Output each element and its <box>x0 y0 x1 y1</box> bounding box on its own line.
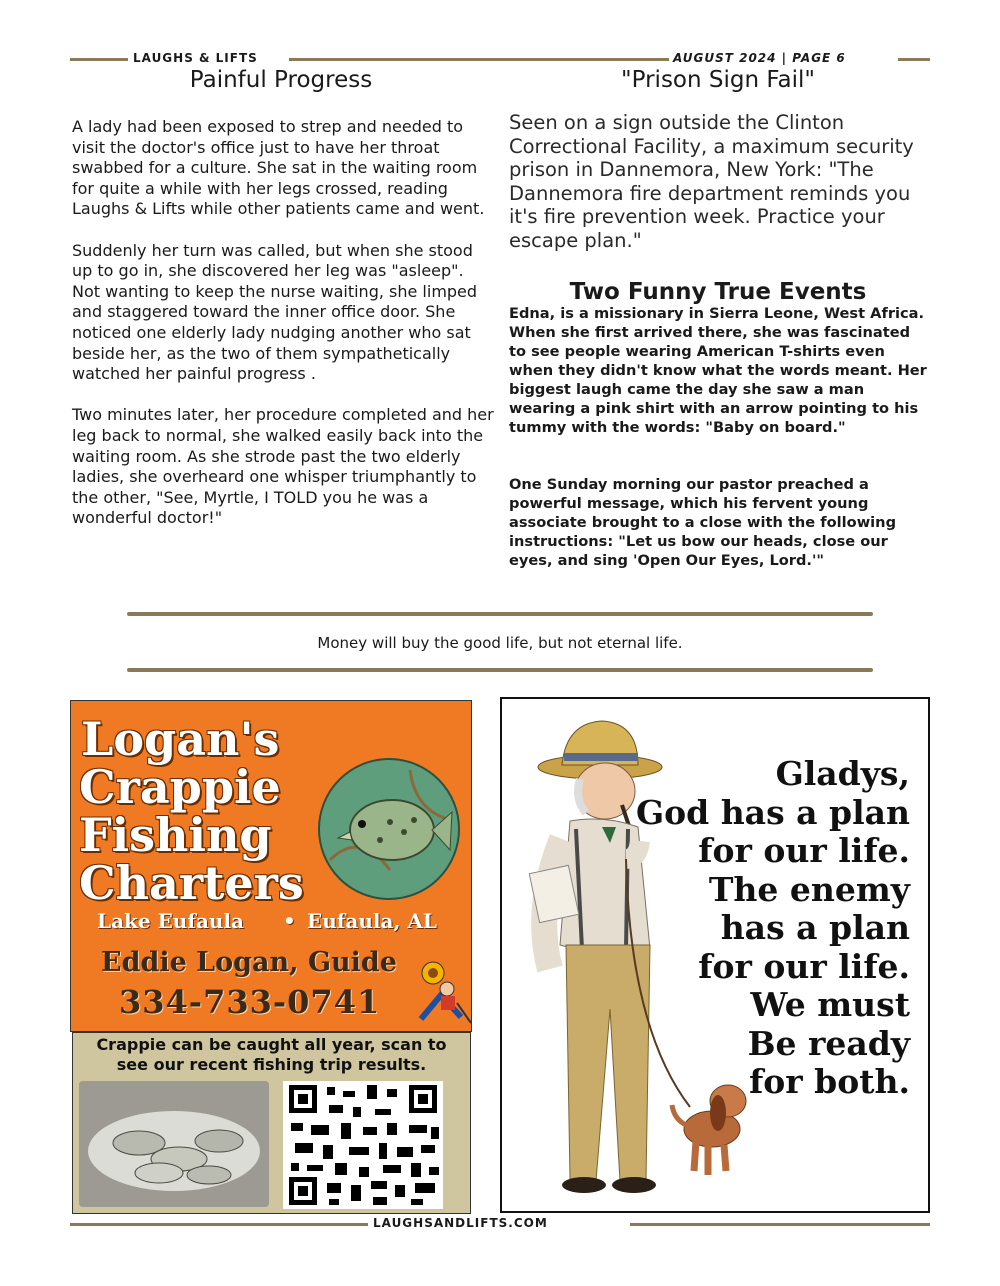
article-body-two-events <box>509 304 929 608</box>
gladys-line: Be ready <box>747 1023 910 1063</box>
article-body-prison-sign: Seen on a sign outside the Clinton Correctional Facility, a maximum security prison in Dannemora, New York: "The Dannemora fire department reminds you it's fire prevention week. Practice your escape plan." <box>509 111 914 252</box>
quote-text: Money will buy the good life, but not eternal life. <box>317 634 683 652</box>
header-rule-left-b <box>289 58 669 61</box>
gladys-cartoon-ad <box>500 697 930 1213</box>
footer-rule-left <box>70 1223 368 1226</box>
ad-title-line: Charters <box>79 856 304 910</box>
header-left-label: LAUGHS & LIFTS <box>133 51 258 65</box>
ad-location-left: Lake Eufaula <box>97 909 245 933</box>
event-paragraph: Edna, is a missionary in Sierra Leone, West Africa. When she first arrived there, she was fascinated to see people wearing American T-shirts even when they didn't know what the words meant. Her biggest laugh came the day she saw a man wearing a pink shirt with an arrow pointing to his tummy with the words: "Baby on board." <box>509 305 927 436</box>
gladys-message <box>610 755 910 1102</box>
quote-divider-top <box>127 612 873 616</box>
ad-guide-name: Eddie Logan, Guide <box>101 947 397 978</box>
ad-location-right: Eufaula, AL <box>307 909 437 933</box>
gladys-line: for our life. <box>698 946 910 986</box>
header-rule-right <box>898 58 930 61</box>
gladys-line: We must <box>750 985 910 1024</box>
ad-title-line: Fishing <box>79 808 272 862</box>
qr-code-icon[interactable] <box>283 1081 443 1209</box>
gladys-line: The enemy <box>708 869 910 909</box>
gladys-line: God has a plan <box>635 792 910 832</box>
gladys-line: for our life. <box>698 831 910 870</box>
quote-divider-bottom <box>127 668 873 672</box>
article-title-two-events: Two Funny True Events <box>569 279 867 305</box>
article-title-prison-sign: "Prison Sign Fail" <box>621 67 815 93</box>
fishing-charter-ad <box>70 700 472 1032</box>
article-paragraph: A lady had been exposed to strep and needed to visit the doctor's office just to have her throat swabbed for a culture. She sat in the waiting room for quite a while with her legs crossed, reading Laughs & Lifts while other patients came and went. <box>72 117 485 219</box>
footer-site[interactable]: LAUGHSANDLIFTS.COM <box>373 1216 548 1230</box>
article-body-painful-progress <box>72 117 496 549</box>
ad-location-bullet: • <box>283 909 296 933</box>
footer-rule-right <box>630 1223 930 1226</box>
fishing-promo-panel <box>72 1032 471 1214</box>
ad-title-line: Crappie <box>79 760 281 814</box>
crappie-fish-icon <box>318 758 460 900</box>
header-right-label: AUGUST 2024 | PAGE 6 <box>673 51 846 65</box>
gladys-line: Gladys, <box>775 754 910 793</box>
ad-promo-text: Crappie can be caught all year, scan to see our recent fishing trip results. <box>96 1035 447 1074</box>
fish-catch-photo <box>79 1081 269 1207</box>
gladys-line: has a plan <box>720 908 910 947</box>
article-paragraph: Suddenly her turn was called, but when she stood up to go in, she discovered her leg was "asleep". Not wanting to keep the nurse waiting, she limped and staggered toward the inner office door. She noticed one elderly lady nudging another who sat beside her, as the two of them sympathetically watched her painful progress . <box>72 240 478 384</box>
header-rule-left-a <box>70 58 128 61</box>
ad-phone-number: 334-733-0741 <box>119 983 381 1021</box>
angler-cartoon-icon <box>411 959 475 1031</box>
ad-title-line: Logan's <box>81 712 280 766</box>
article-paragraph: Two minutes later, her procedure completed and her leg back to normal, she walked easily back into the waiting room. As she strode past the two elderly ladies, she overheard one whisper triumphantly to the other, "See, Myrtle, I TOLD you he was a wonderful doctor!" <box>72 405 494 528</box>
gladys-line: for both. <box>749 1062 910 1101</box>
event-paragraph: One Sunday morning our pastor preached a powerful message, which his fervent young associate brought to a close with the following instructions: "Let us bow our heads, close our eyes, and sing 'Open Our Eyes, Lord.'" <box>509 476 897 569</box>
article-title-painful-progress: Painful Progress <box>189 67 373 93</box>
